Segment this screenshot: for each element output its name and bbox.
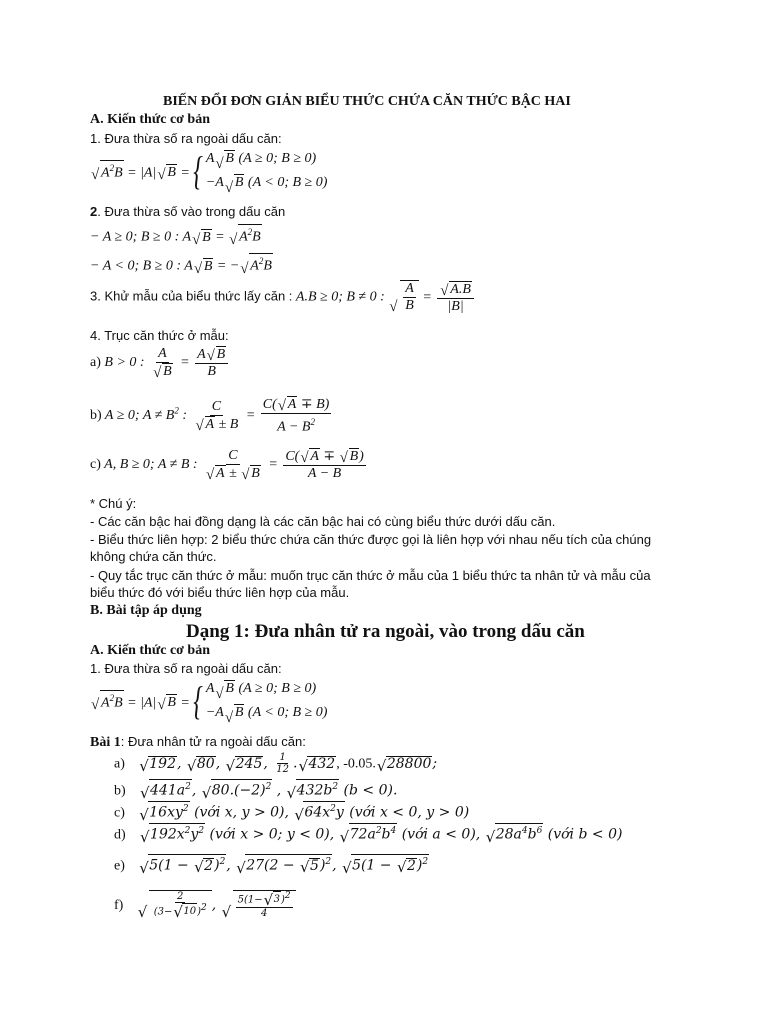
rule-b: b) A ≥ 0; $A \ne B^2$ : C √ A ± B = $\frac{C(√ A \mp B)}{A - B^2}$ <box>90 396 333 436</box>
rule-a-cond: B > 0 : <box>104 355 145 371</box>
item-1-text: 1. Đưa thừa số ra ngoài dấu căn: <box>90 131 282 146</box>
item-3-text: 3. Khử mẫu của biểu thức lấy căn : <box>90 288 293 304</box>
item-1-text-repeat: 1. Đưa thừa số ra ngoài dấu căn: <box>90 661 282 676</box>
exercise-c: c) √ $16xy^2$ (với x, y > 0), √ $64x^2y$ (với x < 0, y > 0) <box>114 801 469 823</box>
rule-b-label: b) <box>90 408 102 424</box>
case-positive-repeat: (A ≥ 0; B ≥ 0) <box>238 681 317 696</box>
rule-a-label: a) <box>90 355 101 371</box>
note-3-line-1: - Quy tắc trục căn thức ở mẫu: muốn trục căn thức ở mẫu của 1 biểu thức ta nhân tử và mẫu của <box>90 568 651 583</box>
rule-rationalize-root: 3. Khử mẫu của biểu thức lấy căn : A.B ≥ 0; B ≠ 0 : √ $\frac{A}{B}$ = √ $\frac{A.B}{|B|}$ <box>90 280 476 315</box>
exercise-c-cond-2: (với x < 0, y > 0) <box>349 804 470 821</box>
exercise-b: b) √ $441a^2$, √ $80.(-2)^2$ , √ $432b^2$ (b < 0). <box>114 779 397 801</box>
note-2-line-2: không chứa căn thức. <box>90 549 217 564</box>
rule-a: a) B > 0 : A √ B = $\frac{A√ B}{B}$ <box>90 346 230 380</box>
item-2-number: 2 <box>90 204 98 219</box>
exercise-1-text: : Đưa nhân tử ra ngoài dấu căn: <box>120 734 306 749</box>
note-1: - Các căn bậc hai đồng dạng là các căn bậc hai có cùng biểu thức dưới dấu căn. <box>90 514 556 529</box>
note-3-line-2: biểu thức đó với biểu thức liên hợp của mẫu. <box>90 585 350 600</box>
exercise-1-label: Bài 1 <box>90 735 121 750</box>
exercise-b-label: b) <box>114 783 126 799</box>
case-positive: (A ≥ 0; B ≥ 0) <box>238 151 317 166</box>
exercise-d-cond-3: (với b < 0) <box>547 826 623 843</box>
exercise-1-heading <box>90 733 306 752</box>
exercise-a-tail: , -0.05. <box>336 756 376 772</box>
rule-b-cond: A ≥ 0; A ≠ B <box>104 408 175 424</box>
exercise-b-cond: (b < 0). <box>343 782 398 799</box>
exercise-d: d) √ $192x^2y^2$ (với x > 0; y < 0), √ $72a^2b^4$ (với a < 0), √ $28a^4b^6$ (với b < 0) <box>114 823 622 845</box>
exercise-e: e) √ 5(1 − √ 2)$^2$, √ 27(2 − √ 5)$^2$, √ 5(1 − √ 2)$^2$ <box>114 854 429 876</box>
exercise-f-label: f) <box>114 898 124 914</box>
formula-take-out-root: √ $A^2B = |A|√$ B ={ A√ B (A ≥ 0; B ≥ 0) −A√ B (A < 0; B ≥ 0) <box>90 147 327 195</box>
topic-heading-dang-1: Dạng 1: Đưa nhân tử ra ngoài, vào trong dấu căn <box>186 621 585 642</box>
exercise-d-cond-2: (với a < 0), <box>401 826 481 843</box>
exercise-a-label: a) <box>114 756 125 772</box>
case-negative: (A < 0; B ≥ 0) <box>247 175 328 190</box>
section-heading-a: A. Kiến thức cơ bản <box>90 112 210 127</box>
exercise-a: a) √ 192, √ 80, √ 245, $\frac{1}{12}$ .√ 432, -0.05.√ 28800; <box>114 752 437 775</box>
item-2-text <box>90 203 285 221</box>
exercise-d-cond-1: (với x > 0; y < 0), <box>209 826 335 843</box>
rule-bring-in-positive-cond: − A ≥ 0; B ≥ 0 : <box>90 229 180 245</box>
item-4-text: 4. Trục căn thức ở mẫu: <box>90 328 229 343</box>
exercise-f: f) √ $\frac{2}{(3-√ 10)^2}$ , √ $\frac{5(1-√ 3)^2}{4}$ <box>114 890 296 919</box>
item-2-label: . Đưa thừa số vào trong dấu căn <box>97 204 286 219</box>
page-title: BIẾN ĐỔI ĐƠN GIẢN BIỂU THỨC CHỨA CĂN THỨC BẬC HAI <box>163 94 571 109</box>
exercise-c-label: c) <box>114 805 125 821</box>
section-heading-b: B. Bài tập áp dụng <box>90 603 202 618</box>
rule-c-cond: A, B ≥ 0; A ≠ B : <box>104 457 198 473</box>
section-heading-a-2: A. Kiến thức cơ bản <box>90 643 210 658</box>
case-negative-repeat: (A < 0; B ≥ 0) <box>247 705 328 720</box>
formula-take-out-root-repeat: √ $A^2B = |A|√$ B ={ A√ B (A ≥ 0; B ≥ 0) −A√ B (A < 0; B ≥ 0) <box>90 677 327 725</box>
note-2-line-1: - Biểu thức liên hợp: 2 biểu thức chứa căn thức được gọi là liên hợp với nhau nếu tích của chúng <box>90 532 652 547</box>
item-3-cond: A.B ≥ 0; B ≠ 0 : <box>295 289 385 305</box>
rule-bring-in-negative-cond: − A < 0; B ≥ 0 : <box>90 258 181 274</box>
exercise-c-cond-1: (với x, y > 0), <box>194 804 289 821</box>
exercise-e-label: e) <box>114 858 125 874</box>
rule-c: c) A, B ≥ 0; A ≠ B : C √ A ± √ B = $\frac{C(√ A \mp √ B)}{A - B}$ <box>90 448 368 482</box>
rule-bring-in-negative: − A < 0; B ≥ 0 : A√ B = −√ $A^2B$ <box>90 253 273 276</box>
note-heading: * Chú ý: <box>90 496 137 511</box>
rule-bring-in-positive: − A ≥ 0; B ≥ 0 : A√ B = √ $A^2B$ <box>90 224 262 247</box>
rule-c-label: c) <box>90 457 101 473</box>
exercise-d-label: d) <box>114 827 126 843</box>
